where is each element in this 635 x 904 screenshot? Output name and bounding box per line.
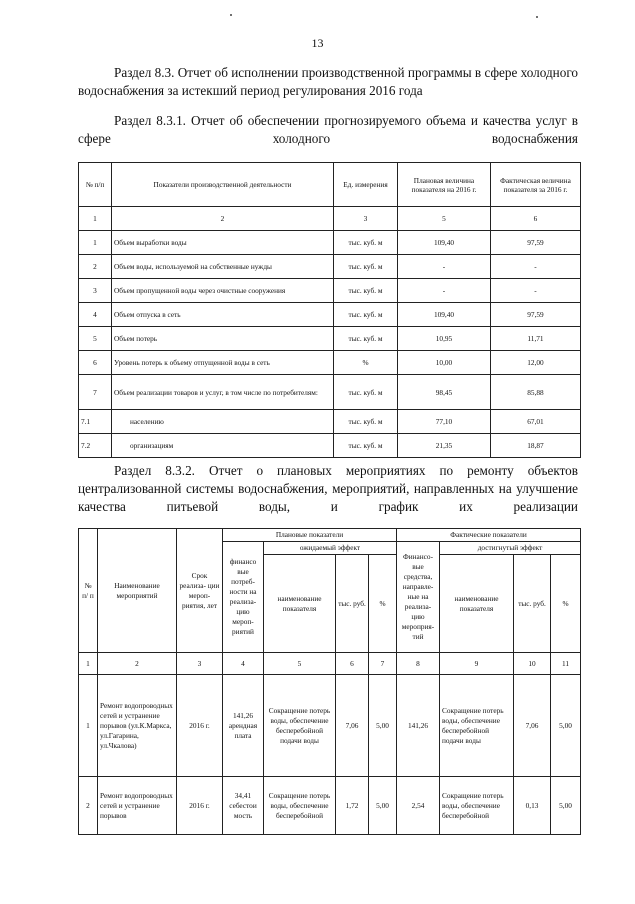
t2-header-plan-rub: тыс. руб. (336, 555, 369, 653)
subsection-2-title: Раздел 8.3.2. Отчет о плановых мероприятиях по ремонту объектов централизованной системы водоснабжения, мероприятий, направленных на улучшение качества питьевой воды, и график их реализации (78, 463, 578, 514)
row-term: 2016 г. (177, 777, 223, 835)
row-fact-rub: 7,06 (514, 675, 551, 777)
row-fact: 97,59 (491, 231, 581, 255)
row-num: 6 (79, 351, 112, 375)
t1-header-unit: Ед. измерения (334, 163, 398, 207)
row-plan: 21,35 (398, 434, 491, 458)
row-plan: 77,10 (398, 410, 491, 434)
row-name: Объем отпуска в сеть (112, 303, 334, 327)
row-num: 1 (79, 675, 98, 777)
row-fact-indicator: Сокращение потерь воды, обеспечение бесперебойной подачи воды (440, 675, 514, 777)
t2-colnum: 6 (336, 653, 369, 675)
t2-header-fact: Фактические показатели (397, 529, 581, 542)
row-plan: 10,00 (398, 351, 491, 375)
row-plan-indicator: Сокращение потерь воды, обеспечение бесперебойной (264, 777, 336, 835)
t1-col-number-row (79, 207, 581, 231)
row-fact: - (491, 255, 581, 279)
t1-colnum: 1 (79, 207, 112, 231)
t2-colnum: 7 (369, 653, 397, 675)
row-num: 7 (79, 375, 112, 410)
table-row (79, 675, 581, 777)
row-num: 7.2 (79, 434, 112, 458)
row-plan: 109,40 (398, 231, 491, 255)
repair-measures-table (78, 528, 581, 835)
row-name: Объем выработки воды (112, 231, 334, 255)
table-row (79, 327, 581, 351)
t2-header-plan-indicator: наименование показателя (264, 555, 336, 653)
row-plan: - (398, 279, 491, 303)
row-num: 2 (79, 255, 112, 279)
row-num: 1 (79, 231, 112, 255)
row-unit: тыс. куб. м (334, 255, 398, 279)
scan-speck (230, 14, 232, 16)
row-fact-fin: 2,54 (397, 777, 440, 835)
row-name: Ремонт водопроводных сетей и устранение порывов (ул.К.Маркса, ул.Гагарина, ул.Чкалова) (98, 675, 177, 777)
row-name: Объем воды, используемой на собственные нужды (112, 255, 334, 279)
row-name: Уровень потерь к объему отпущенной воды в сеть (112, 351, 334, 375)
t2-colnum: 3 (177, 653, 223, 675)
row-name: Объем потерь (112, 327, 334, 351)
subsection-1-title: Раздел 8.3.1. Отчет об обеспечении прогнозируемого объема и качества услуг в сфере холодного водоснабжения (78, 113, 578, 146)
row-term: 2016 г. (177, 675, 223, 777)
row-unit: % (334, 351, 398, 375)
t2-colnum: 4 (223, 653, 264, 675)
row-fact-pct: 5,00 (551, 675, 581, 777)
t2-header-fact-fin: Финансо- вые средства, направле- ные на реализа- цию мероприя- тий (397, 542, 440, 653)
row-unit: тыс. куб. м (334, 410, 398, 434)
row-fact: 12,00 (491, 351, 581, 375)
row-num: 5 (79, 327, 112, 351)
t2-colnum: 10 (514, 653, 551, 675)
row-plan-indicator: Сокращение потерь воды, обеспечение бесперебойной подачи воды (264, 675, 336, 777)
row-num: 3 (79, 279, 112, 303)
t1-colnum: 2 (112, 207, 334, 231)
t2-colnum: 8 (397, 653, 440, 675)
table-row (79, 777, 581, 835)
t1-header-plan: Плановая величина показателя на 2016 г. (398, 163, 491, 207)
t1-colnum: 5 (398, 207, 491, 231)
row-plan: - (398, 255, 491, 279)
t1-header-indicator: Показатели производственной деятельности (112, 163, 334, 207)
row-fact: 11,71 (491, 327, 581, 351)
row-fact-indicator: Сокращение потерь воды, обеспечение бесперебойной (440, 777, 514, 835)
table-row (79, 303, 581, 327)
row-fact: 85,88 (491, 375, 581, 410)
t2-colnum: 9 (440, 653, 514, 675)
production-indicators-table (78, 162, 581, 458)
row-fact-fin: 141,26 (397, 675, 440, 777)
t2-header-fact-pct: % (551, 555, 581, 653)
t1-colnum: 3 (334, 207, 398, 231)
row-plan-rub: 1,72 (336, 777, 369, 835)
row-plan-fin: 141,26 арендная плата (223, 675, 264, 777)
row-unit: тыс. куб. м (334, 231, 398, 255)
table-row (79, 255, 581, 279)
t2-header-name: Наименование мероприятий (98, 529, 177, 653)
table-row (79, 231, 581, 255)
table-row (79, 375, 581, 410)
t2-header-plan-effect: ожидаемый эффект (264, 542, 397, 555)
t1-header-num: № п/п (79, 163, 112, 207)
row-unit: тыс. куб. м (334, 434, 398, 458)
row-fact: 18,87 (491, 434, 581, 458)
table-row (79, 279, 581, 303)
t2-colnum: 5 (264, 653, 336, 675)
t2-header-plan: Плановые показатели (223, 529, 397, 542)
row-unit: тыс. куб. м (334, 327, 398, 351)
row-num: 4 (79, 303, 112, 327)
row-fact: - (491, 279, 581, 303)
t2-colnum: 2 (98, 653, 177, 675)
row-name: населению (112, 410, 334, 434)
row-unit: тыс. куб. м (334, 303, 398, 327)
t1-header-fact: Фактическая величина показателя за 2016 г. (491, 163, 581, 207)
t2-header-fact-effect: достигнутый эффект (440, 542, 581, 555)
row-plan-pct: 5,00 (369, 777, 397, 835)
t2-colnum: 1 (79, 653, 98, 675)
table-row (79, 410, 581, 434)
row-name: организациям (112, 434, 334, 458)
table-row (79, 434, 581, 458)
row-num: 2 (79, 777, 98, 835)
t2-header-fact-indicator: наименование показателя (440, 555, 514, 653)
t2-header-plan-pct: % (369, 555, 397, 653)
t2-header-num: № п/ п (79, 529, 98, 653)
row-plan-fin: 34,41 себестои мость (223, 777, 264, 835)
t2-colnum: 11 (551, 653, 581, 675)
row-name: Объем реализации товаров и услуг, в том числе по потребителям: (112, 375, 334, 410)
row-plan: 109,40 (398, 303, 491, 327)
row-num: 7.1 (79, 410, 112, 434)
table-row (79, 351, 581, 375)
t2-header-fact-rub: тыс. руб. (514, 555, 551, 653)
row-unit: тыс. куб. м (334, 279, 398, 303)
scan-speck (536, 16, 538, 18)
page-number: 13 (311, 36, 324, 50)
section-title: Раздел 8.3. Отчет об исполнении производственной программы в сфере холодного водоснабжения за истекший период регулирования 2016 года (78, 65, 578, 98)
t2-header-plan-fin: финансо вые потреб- ности на реализа- цию мероп- риятий (223, 542, 264, 653)
row-fact: 67,01 (491, 410, 581, 434)
row-plan-rub: 7,06 (336, 675, 369, 777)
row-plan: 10,95 (398, 327, 491, 351)
row-name: Ремонт водопроводных сетей и устранение порывов (98, 777, 177, 835)
row-name: Объем пропущенной воды через очистные сооружения (112, 279, 334, 303)
row-fact: 97,59 (491, 303, 581, 327)
t2-col-number-row (79, 653, 581, 675)
row-plan-pct: 5,00 (369, 675, 397, 777)
row-fact-pct: 5,00 (551, 777, 581, 835)
row-plan: 98,45 (398, 375, 491, 410)
row-unit: тыс. куб. м (334, 375, 398, 410)
t1-colnum: 6 (491, 207, 581, 231)
t2-header-term: Срок реализа- ции мероп- риятия, лет (177, 529, 223, 653)
row-fact-rub: 0,13 (514, 777, 551, 835)
